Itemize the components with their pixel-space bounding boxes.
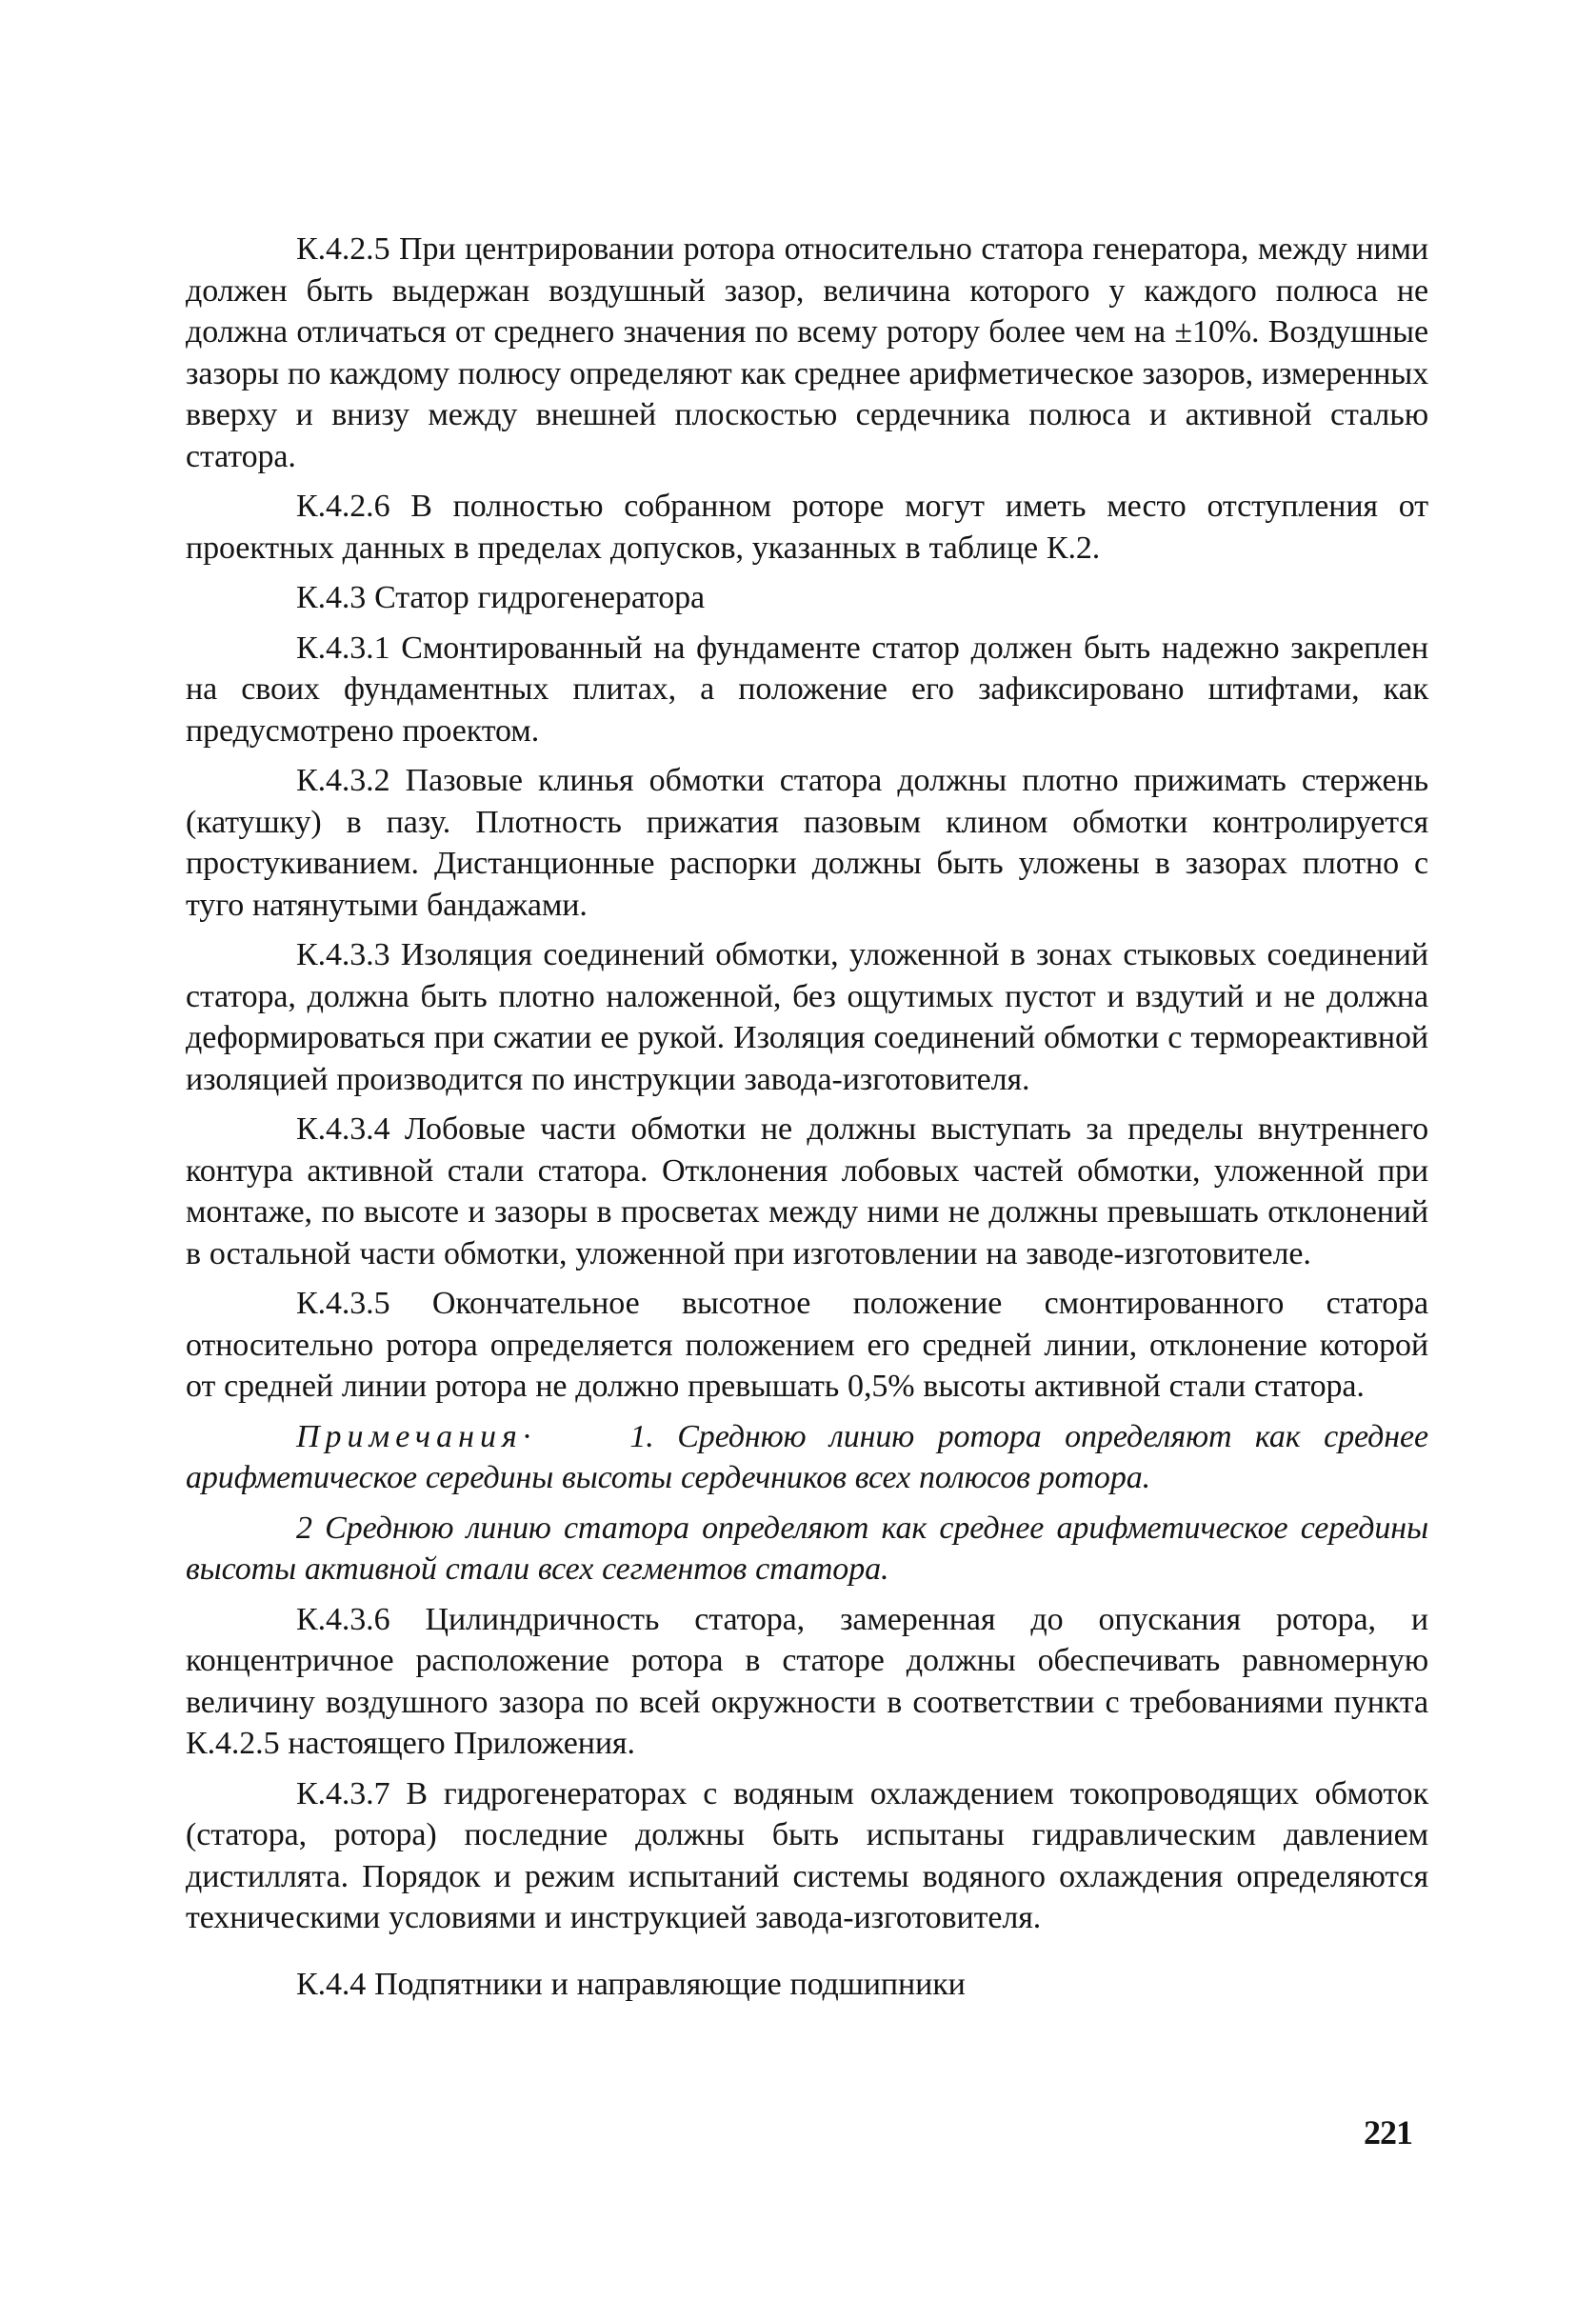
note-1-text: 1. Среднюю линию ротора определяют как среднее арифметическое середины высоты сердечников всех полюсов ротора. — [186, 1418, 1428, 1495]
paragraph-k-4-3-7: К.4.3.7 В гидрогенераторах с водяным охлаждением токопроводящих обмоток (статора, ротора) последние должны быть испытаны гидравлическим давлением дистиллята. Порядок и режим испытаний системы водяного охлаждения определяются техническими условиями и инструкцией завода-изготовителя. — [186, 1775, 1428, 1935]
paragraph-k-4-2-6: К.4.2.6 В полностью собранном роторе могут иметь место отступления от проектных данных в пределах допусков, указанных в таблице К.2. — [186, 489, 1428, 566]
note-2: 2 Среднюю линию статора определяют как среднее арифметическое середины высоты активной стали всех сегментов статора. — [186, 1510, 1428, 1587]
document-page — [186, 229, 1428, 2013]
page-number: 221 — [1364, 2113, 1412, 2151]
section-heading-k-4-3: К.4.3 Статор гидрогенератора — [296, 580, 706, 615]
paragraph-k-4-3-5: К.4.3.5 Окончательное высотное положение смонтированного статора относительно ротора определяется положением его средней линии, отклонение которой от средней линии ротора не должно превышать 0,5% высоты активной стали статора. — [186, 1286, 1428, 1404]
paragraph-k-4-3-3: К.4.3.3 Изоляция соединений обмотки, уложенной в зонах стыковых соединений статора, должна быть плотно наложенной, без ощутимых пустот и вздутий и не должна деформироваться при сжатии ее рукой. Изоляция соединений обмотки с термореактивной изоляцией производится по инструкции завода-изготовителя. — [186, 937, 1428, 1097]
paragraph-k-4-2-5: К.4.2.5 При центрировании ротора относительно статора генератора, между ними должен быть выдержан воздушный зазор, величина которого у каждого полюса не должна отличаться от среднего значения по всему ротору более чем на ±10%. Воздушные зазоры по каждому полюсу определяют как среднее арифметическое зазоров, измеренных вверху и внизу между внешней плоскостью сердечника полюса и активной сталью статора. — [186, 231, 1428, 474]
notes-label: Примечания· — [296, 1418, 537, 1454]
paragraph-k-4-3-4: К.4.3.4 Лобовые части обмотки не должны выступать за пределы внутреннего контура активной стали статора. Отклонения лобовых частей обмотки, уложенной при монтаже, по высоте и зазоры в просветах между ними не должны превышать отклонений в остальной части обмотки, уложенной при изготовлении на заводе-изготовителе. — [186, 1111, 1428, 1271]
note-1 — [186, 1416, 1428, 1499]
paragraph-k-4-3-6: К.4.3.6 Цилиндричность статора, замеренная до опускания ротора, и концентричное расположение ротора в статоре должны обеспечивать равномерную величину воздушного зазора по всей окружности в соответствии с требованиями пункта К.4.2.5 настоящего Приложения. — [186, 1601, 1428, 1761]
paragraph-k-4-3-1: К.4.3.1 Смонтированный на фундаменте статор должен быть надежно закреплен на своих фундаментных плитах, а положение его зафиксировано штифтами, как предусмотрено проектом. — [186, 630, 1428, 749]
paragraph-k-4-3-2: К.4.3.2 Пазовые клинья обмотки статора должны плотно прижимать стержень (катушку) в пазу. Плотность прижатия пазовым клином обмотки контролируется простукиванием. Дистанционные распорки должны быть уложены в зазорах плотно с туго натянутыми бандажами. — [186, 763, 1428, 923]
section-heading-k-4-4: К.4.4 Подпятники и направляющие подшипники — [296, 1966, 966, 2002]
